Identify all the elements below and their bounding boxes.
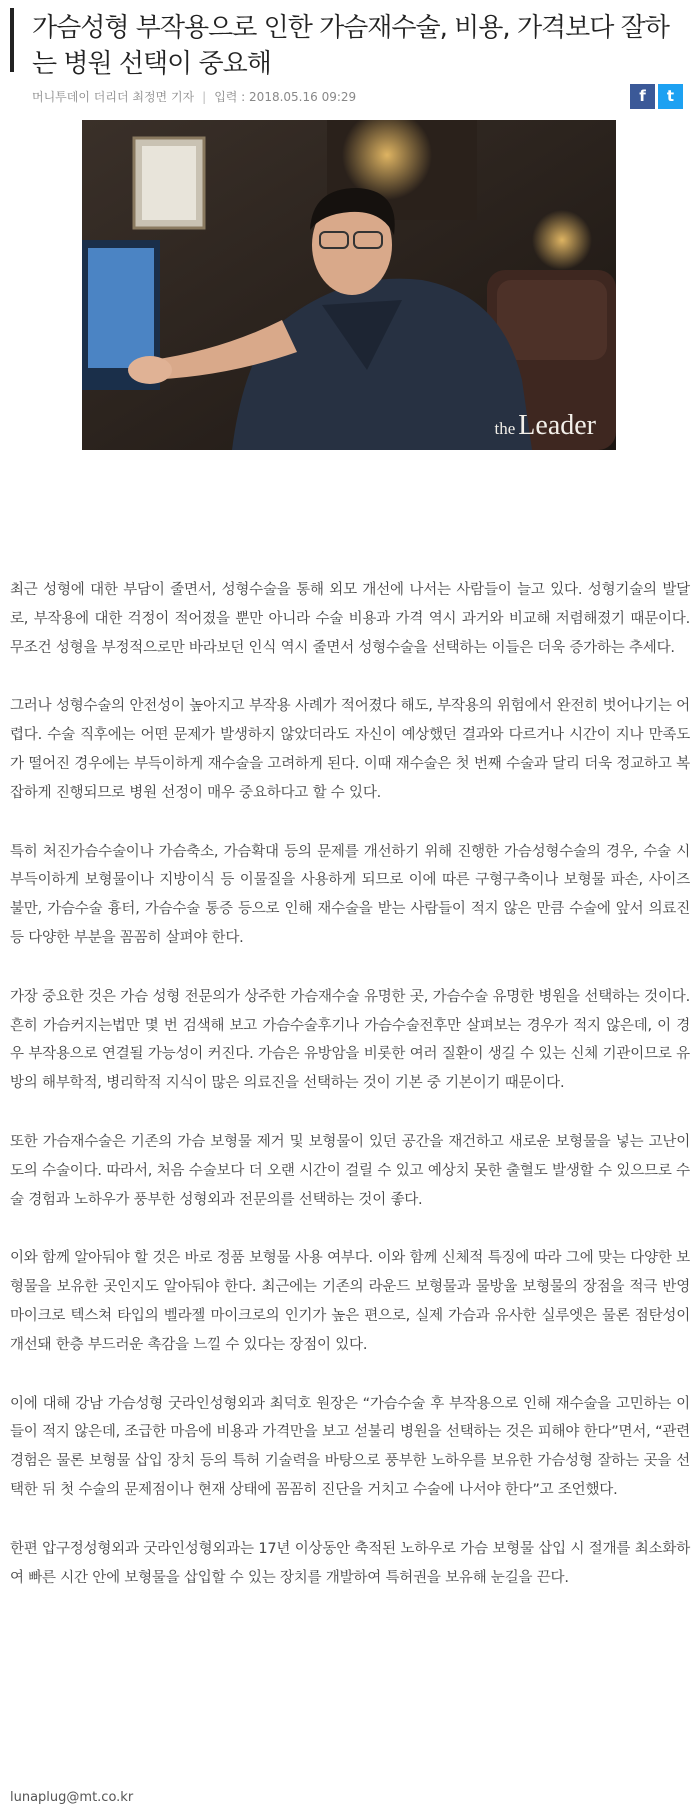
twitter-icon: t	[666, 87, 675, 105]
article-paragraph: 가장 중요한 것은 가슴 성형 전문의가 상주한 가슴재수술 유명한 곳, 가슴수술 유명한 병원을 선택하는 것이다. 흔히 가슴커지는법만 몇 번 검색해 보고 가슴수술후기나 가슴수술전후만 살펴보는 경우가 적지 않은데, 이 경우 부작용으로 연결될 가능성이 커진다. 가슴은 유방암을 비롯한 여러 질환이 생길 수 있는 신체 기관이므로 유방의 해부학적, 병리학적 지식이 많은 의료진을 선택하는 것이 기본 중 기본이기 때문이다.	[10, 988, 690, 1092]
photo-illustration	[82, 120, 616, 450]
facebook-share-button[interactable]	[630, 84, 655, 109]
article-photo	[82, 120, 616, 450]
byline-separator: |	[202, 90, 207, 104]
byline-author: 머니투데이 더리더 최정면 기자	[32, 90, 195, 104]
article-title: 가슴성형 부작용으로 인한 가슴재수술, 비용, 가격보다 잘하는 병원 선택이 중요해	[32, 13, 669, 79]
article-paragraph: 이와 함께 알아둬야 할 것은 바로 정품 보형물 사용 여부다. 이와 함께 신체적 특징에 따라 그에 맞는 다양한 보형물을 보유한 곳인지도 알아둬야 한다. 최근에는 기존의 라운드 보형물과 물방울 보형물의 장점을 적극 반영 마이크로 텍스쳐 타입의 벨라젤 마이크로의 인기가 높은 편으로, 실제 가슴과 유사한 실루엣은 물론 점탄성이 개선돼 한층 부드러운 촉감을 느낄 수 있다는 장점이 있다.	[10, 1250, 690, 1353]
byline	[32, 88, 356, 105]
facebook-icon: f	[639, 87, 646, 105]
twitter-share-button[interactable]	[658, 84, 683, 109]
byline-date: 입력 : 2018.05.16 09:29	[214, 90, 357, 104]
article-paragraph: 그러나 성형수술의 안전성이 높아지고 부작용 사례가 적어졌다 해도, 부작용의 위험에서 완전히 벗어나기는 어렵다. 수술 직후에는 어떤 문제가 발생하지 않았더라도 자신이 예상했던 결과와 다르거나 시간이 지나 만족도가 떨어진 경우에는 부득이하게 재수술을 고려하게 된다. 이때 재수술은 첫 번째 수술과 달리 더욱 정교하고 복잡하게 진행되므로 병원 선정이 매우 중요하다고 할 수 있다.	[10, 698, 690, 801]
photo-watermark: the Leader	[494, 410, 596, 441]
article-paragraph: 이에 대해 강남 가슴성형 굿라인성형외과 최덕호 원장은 “가슴수술 후 부작용으로 인해 재수술을 고민하는 이들이 적지 않은데, 조급한 마음에 비용과 가격만을 보고 섣불리 병원을 선택하는 것은 피해야 한다”면서, “관련 경험은 물론 보형물 삽입 장치 등의 특허 기술력을 바탕으로 풍부한 노하우를 보유한 가슴성형 잘하는 곳을 선택한 뒤 첫 수술의 문제점이나 현재 상태에 꼼꼼히 진단을 거치고 수술에 나서야 한다”고 조언했다.	[10, 1395, 690, 1498]
article-paragraph: 한편 압구정성형외과 굿라인성형외과는 17년 이상동안 축적된 노하우로 가슴 보형물 삽입 시 절개를 최소화하여 빠른 시간 안에 보형물을 삽입할 수 있는 장치를 개발하여 특허권을 보유해 눈길을 끈다.	[10, 1540, 690, 1586]
article-paragraph: 또한 가슴재수술은 기존의 가슴 보형물 제거 및 보형물이 있던 공간을 재건하고 새로운 보형물을 넣는 고난이도의 수술이다. 따라서, 처음 수술보다 더 오랜 시간이 걸릴 수 있고 예상치 못한 출혈도 발생할 수 있으므로 수술 경험과 노하우가 풍부한 성형외과 전문의를 선택하는 것이 좋다.	[10, 1133, 690, 1208]
title-accent-bar	[10, 8, 14, 72]
article-paragraph: 특히 처진가슴수술이나 가슴축소, 가슴확대 등의 문제를 개선하기 위해 진행한 가슴성형수술의 경우, 수술 시 부득이하게 보형물이나 지방이식 등 이물질을 사용하게 되므로 이에 따른 구형구축이나 보형물 파손, 사이즈 불만, 가슴수술 흉터, 가슴수술 통증 등으로 인해 재수술을 받는 사람들이 적지 않은 만큼 수술에 앞서 의료진 등 다양한 부분을 꼼꼼히 살펴야 한다.	[10, 843, 690, 946]
reporter-email[interactable]: lunaplug@mt.co.kr	[10, 1790, 134, 1805]
article-paragraph: 최근 성형에 대한 부담이 줄면서, 성형수술을 통해 외모 개선에 나서는 사람들이 늘고 있다. 성형기술의 발달로, 부작용에 대한 걱정이 적어졌을 뿐만 아니라 수술 비용과 가격 역시 과거와 비교해 저렴해졌기 때문이다. 무조건 성형을 부정적으로만 바라보던 인식 역시 줄면서 성형수술을 선택하는 이들은 더욱 증가하는 추세다.	[10, 582, 690, 656]
article-body	[10, 576, 690, 1622]
